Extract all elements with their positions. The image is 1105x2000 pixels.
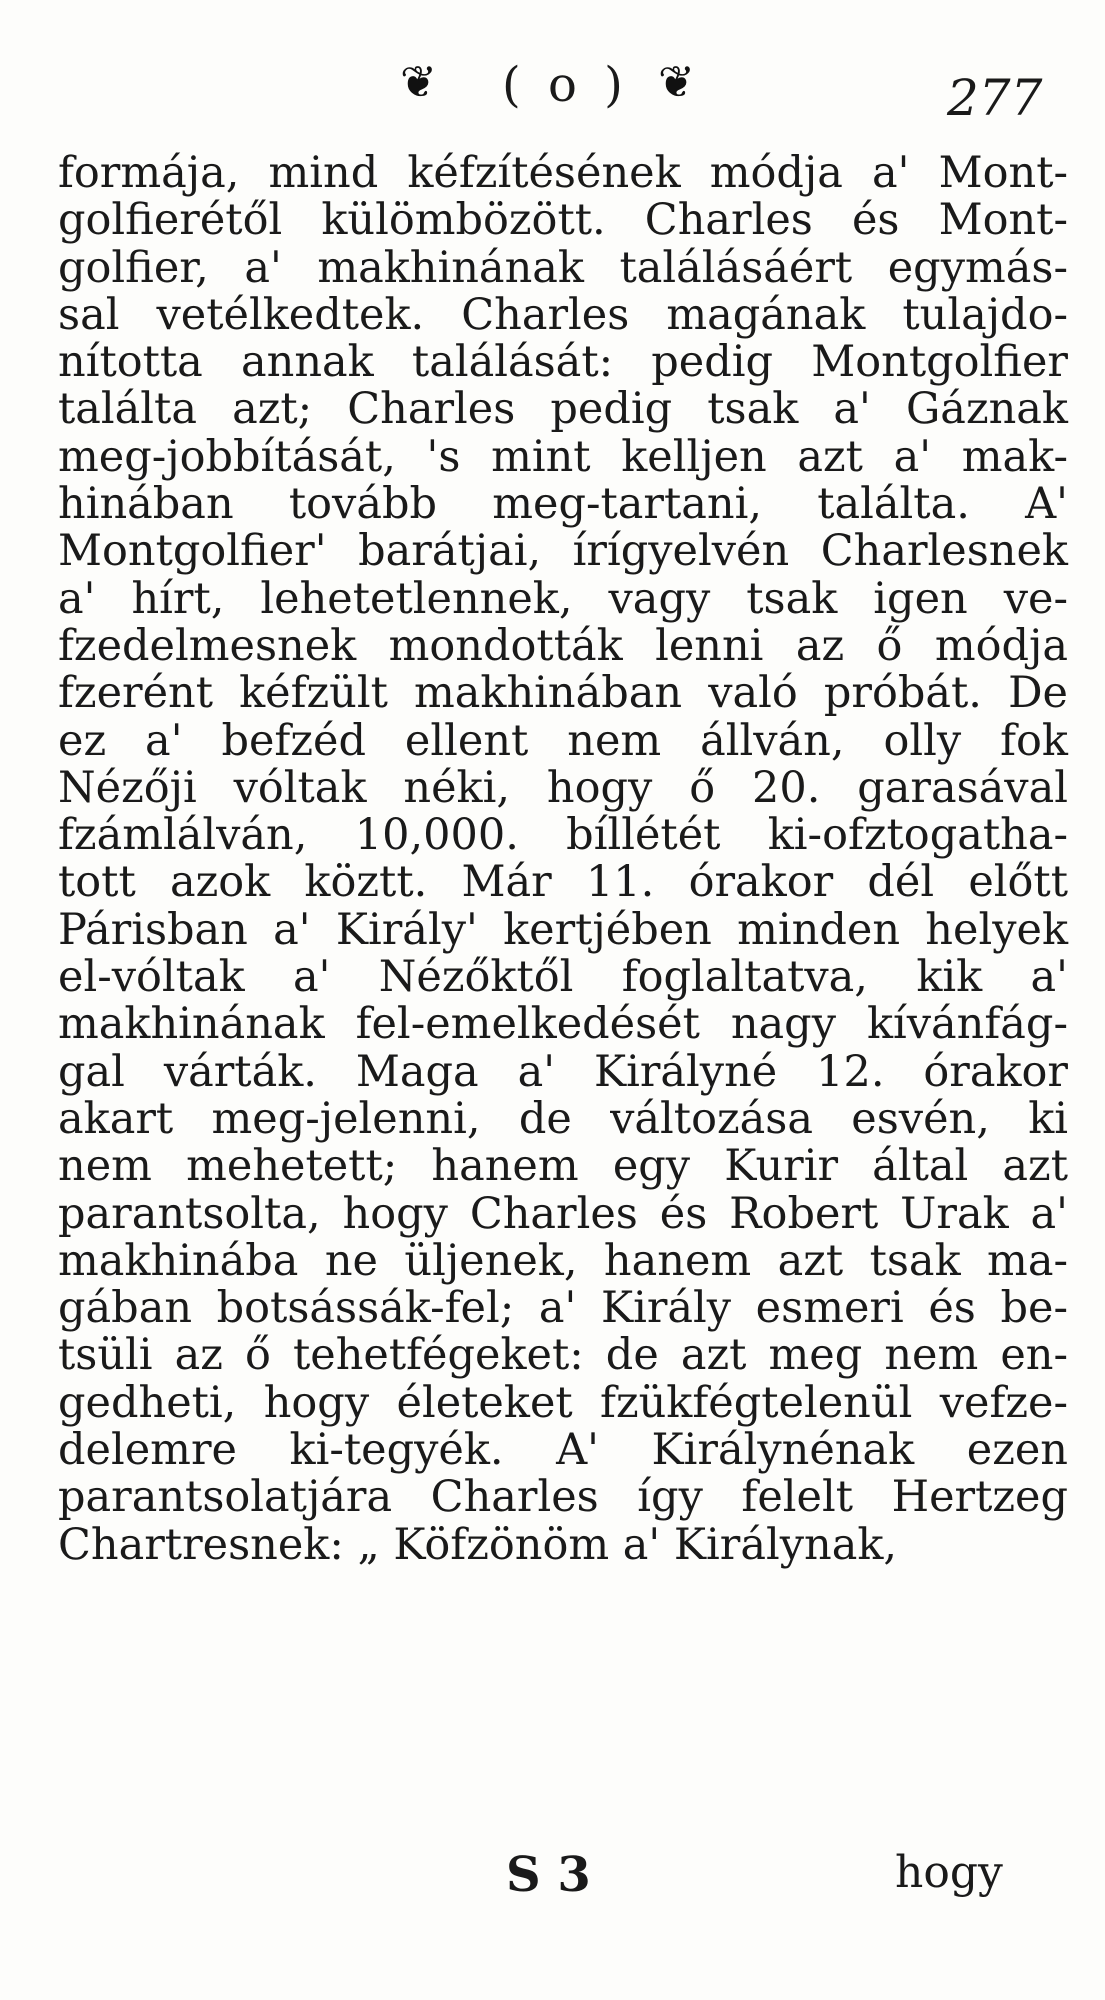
text-line: tott azok köztt. Már 11. órakor dél előtt [58, 857, 1068, 908]
text-line: Montgolfier' barátjai, írígyelvén Charlesnek [58, 526, 1068, 577]
text-line: ez a' befzéd ellent nem állván, olly fok [58, 715, 1068, 766]
text-line: fzerént kéfzült makhinában való próbát. De [58, 668, 1068, 719]
text-line: tsüli az ő tehetfégeket: de azt meg nem en- [58, 1330, 1068, 1381]
text-line: fzámlálván, 10,000. bíllétét ki-ofztogatha- [58, 810, 1068, 861]
text-line: parantsolta, hogy Charles és Robert Urak a' [58, 1188, 1068, 1239]
text-line: Nézőji vóltak néki, hogy ő 20. garasával [58, 762, 1068, 813]
text-line: Chartresnek: „ Köfzönöm a' Királynak, [58, 1519, 898, 1570]
text-line: a' hírt, lehetetlennek, vagy tsak igen ve- [58, 573, 1068, 624]
text-line: gában botsássák-fel; a' Király esmeri és be- [58, 1283, 1068, 1334]
fleuron-right-icon: ❦ [658, 57, 695, 108]
text-line: Párisban a' Király' kertjében minden helyek [58, 904, 1068, 955]
page-number: 277 [947, 69, 1043, 127]
text-line: el-vóltak a' Nézőktől foglaltatva, kik a' [58, 952, 1068, 1003]
text-line: sal vetélkedtek. Charles magának tulajdo- [58, 289, 1068, 340]
text-line: gedheti, hogy életeket fzükfégtelenül vefze- [58, 1377, 1068, 1428]
catchword: hogy [895, 1847, 1003, 1898]
text-line: parantsolatjára Charles így felelt Hertzeg [58, 1472, 1068, 1523]
body-text [58, 150, 1068, 1569]
signature-mark: S 3 [506, 1847, 591, 1903]
text-line: makhinának fel-emelkedését nagy kívánfág- [58, 999, 1068, 1050]
text-line: fzedelmesnek mondották lenni az ő módja [58, 620, 1068, 671]
text-line: nította annak találását: pedig Montgolfier [58, 337, 1068, 388]
text-line: makhinába ne üljenek, hanem azt tsak ma- [58, 1235, 1068, 1286]
text-line: találta azt; Charles pedig tsak a' Gáznak [58, 384, 1068, 435]
text-line: nem mehetett; hanem egy Kurir által azt [58, 1141, 1068, 1192]
header-center-mark: ( o ) [502, 57, 629, 113]
text-line: meg-jobbítását, 's mint kelljen azt a' mak- [58, 431, 1068, 482]
text-line: gal várták. Maga a' Királyné 12. órakor [58, 1046, 1068, 1097]
page-header [0, 55, 1105, 135]
text-line: hinában tovább meg-tartani, találta. A' [58, 479, 1068, 530]
text-line: golfier, a' makhinának találásáért egymás- [58, 242, 1068, 293]
text-line: akart meg-jelenni, de változása esvén, ki [58, 1093, 1068, 1144]
fleuron-left-icon: ❦ [400, 57, 437, 108]
text-line: golfierétől külömbözött. Charles és Mont- [58, 195, 1068, 246]
text-line: delemre ki-tegyék. A' Királynénak ezen [58, 1425, 1068, 1476]
text-line: formája, mind kéfzítésének módja a' Mont- [58, 148, 1068, 198]
